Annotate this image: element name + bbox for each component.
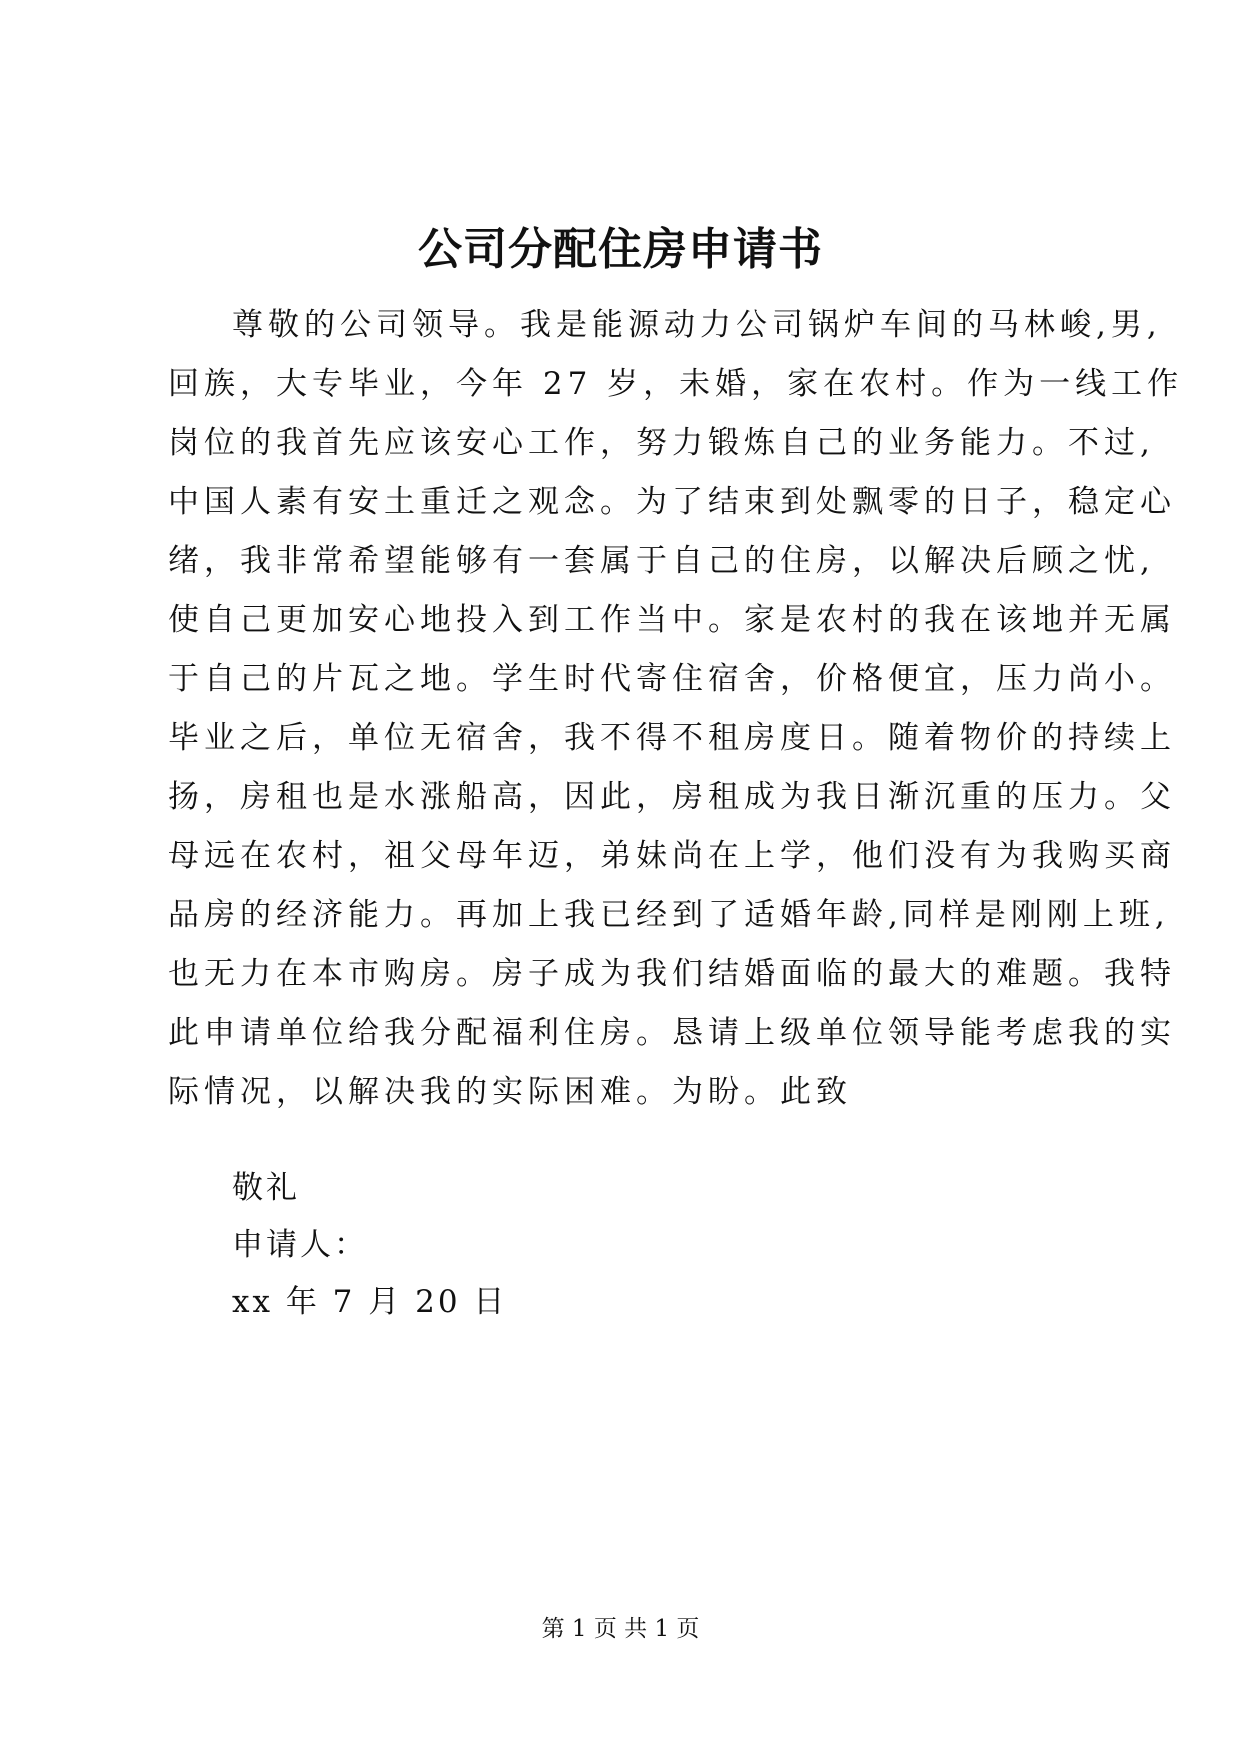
- body-line: 尊敬的公司领导。我是能源动力公司锅炉车间的马林峻,男,: [232, 307, 1162, 343]
- body-line: 品房的经济能力。再加上我已经到了适婚年龄,同样是刚刚上班,: [168, 897, 1170, 933]
- letter-date: xx 年 7 月 20 日: [232, 1284, 508, 1320]
- body-line: 使自己更加安心地投入到工作当中。家是农村的我在该地并无属: [168, 602, 1176, 638]
- body-line: 中国人素有安土重迁之观念。为了结束到处飘零的日子，稳定心: [168, 484, 1176, 520]
- body-line: 际情况，以解决我的实际困难。为盼。此致: [168, 1074, 852, 1110]
- applicant-label: 申请人：: [232, 1227, 368, 1263]
- body-line: 回族，大专毕业，今年 27 岁，未婚，家在农村。作为一线工作: [168, 366, 1184, 402]
- salutation-closing: 敬礼: [232, 1170, 300, 1206]
- letter-closing: [232, 1160, 932, 1331]
- body-line: 母远在农村，祖父母年迈，弟妹尚在上学，他们没有为我购买商: [168, 838, 1176, 874]
- body-line: 此申请单位给我分配福利住房。恳请上级单位领导能考虑我的实: [168, 1015, 1176, 1051]
- document-title: 公司分配住房申请书: [418, 224, 823, 275]
- body-line: 绪，我非常希望能够有一套属于自己的住房，以解决后顾之忧,: [168, 543, 1155, 579]
- body-line: 毕业之后，单位无宿舍，我不得不租房度日。随着物价的持续上: [168, 720, 1176, 756]
- page-number-footer: 第 1 页 共 1 页: [541, 1616, 700, 1642]
- body-line: 也无力在本市购房。房子成为我们结婚面临的最大的难题。我特: [168, 956, 1176, 992]
- letter-body: [168, 296, 1184, 1122]
- body-line: 扬，房租也是水涨船高，因此，房租成为我日渐沉重的压力。父: [168, 779, 1176, 815]
- body-line: 于自己的片瓦之地。学生时代寄住宿舍，价格便宜，压力尚小。: [168, 661, 1176, 697]
- body-line: 岗位的我首先应该安心工作，努力锻炼自己的业务能力。不过,: [168, 425, 1155, 461]
